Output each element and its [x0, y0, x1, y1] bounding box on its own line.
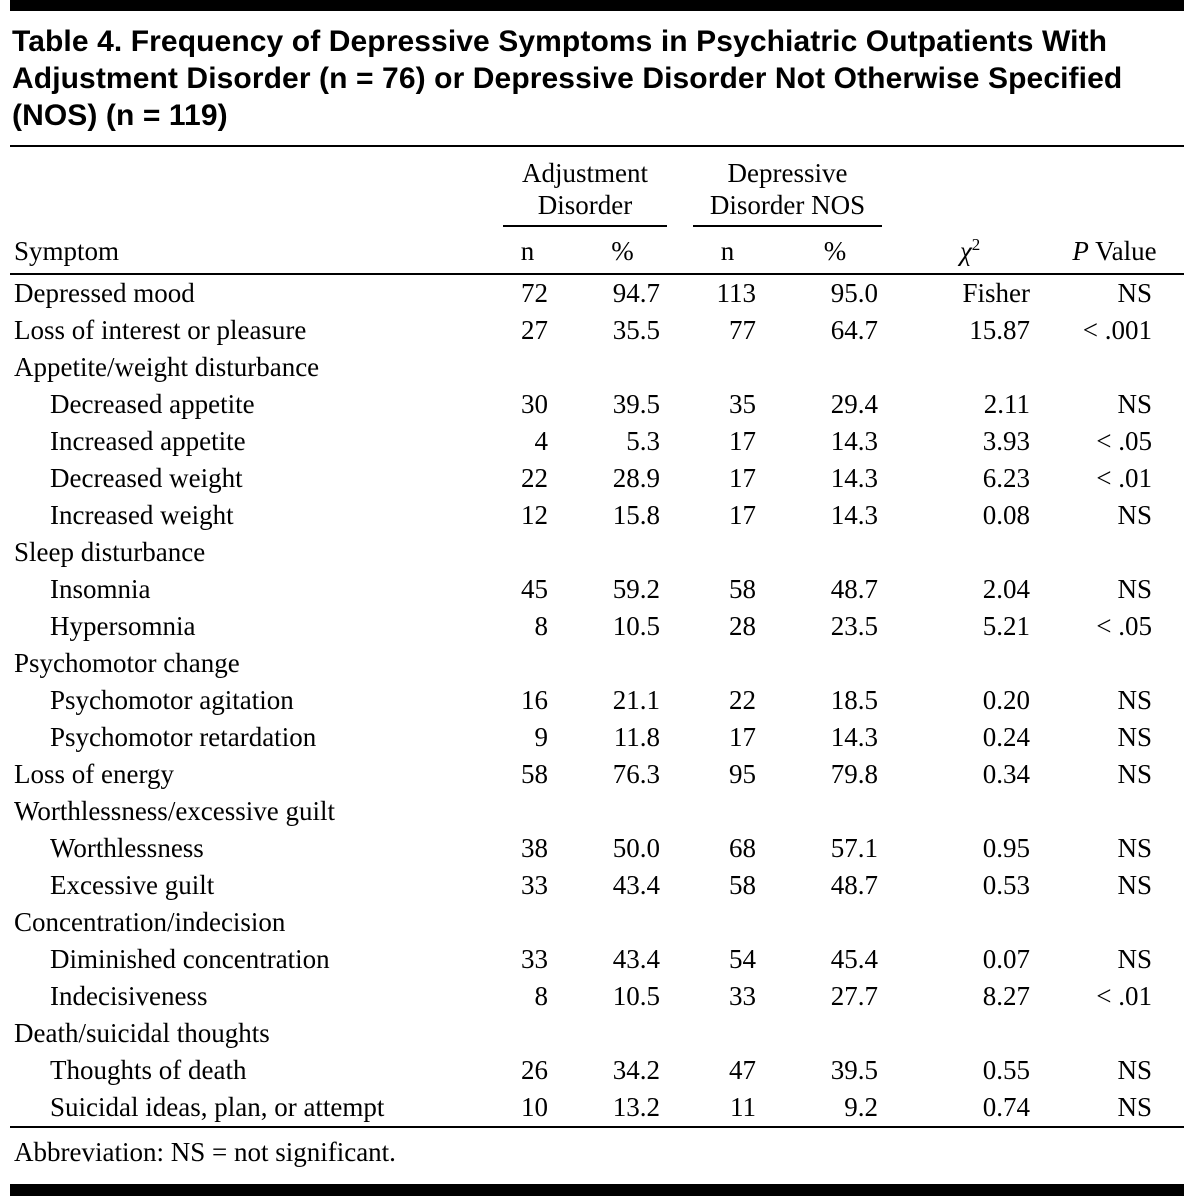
table-row	[10, 460, 1184, 497]
nos-pct-cell: 39.5	[830, 1055, 879, 1085]
p-value-cell: NS	[1117, 759, 1153, 789]
symptom-cell: Hypersomnia	[50, 611, 196, 641]
nos-pct-cell: 57.1	[830, 833, 879, 863]
table-row	[10, 312, 1184, 349]
adjustment-n-cell: 26	[521, 1055, 548, 1085]
nos-pct-cell: 14.3	[830, 722, 879, 752]
chi-square-cell	[895, 904, 1045, 941]
chi-square-cell: 0.53	[982, 870, 1031, 900]
table-title: Table 4. Frequency of Depressive Symptoms in Psychiatric Outpatients With Adjustment Disorder (n = 76) or Depressive Disorder Not Otherwise Specified (NOS) (n = 119)	[12, 25, 1123, 132]
p-value-cell: NS	[1117, 500, 1153, 530]
adjustment-pct-cell	[565, 534, 680, 571]
p-value-cell: NS	[1117, 1092, 1153, 1122]
table-row	[10, 497, 1184, 534]
nos-pct-cell: 18.5	[830, 685, 879, 715]
group-header-adjustment-disorder: Adjustment Disorder	[503, 157, 667, 227]
adjustment-n-cell	[490, 1015, 565, 1052]
adjustment-pct-cell: 21.1	[612, 685, 661, 715]
adjustment-pct-cell: 76.3	[612, 759, 661, 789]
nos-n-cell: 17	[729, 426, 757, 456]
nos-n-cell: 54	[729, 944, 757, 974]
symptom-cell: Concentration/indecision	[14, 907, 286, 937]
chi-square-cell: 0.20	[982, 685, 1031, 715]
nos-n-cell: 11	[730, 1092, 757, 1122]
top-rule	[10, 0, 1184, 11]
nos-n-cell: 17	[729, 722, 757, 752]
symptom-cell: Excessive guilt	[50, 870, 215, 900]
table-row	[10, 1052, 1184, 1089]
column-header-p-value	[1045, 228, 1184, 274]
adjustment-n-cell	[490, 904, 565, 941]
adjustment-n-cell: 30	[521, 389, 548, 419]
adjustment-pct-cell: 43.4	[612, 870, 661, 900]
column-header-row	[10, 228, 1184, 274]
adjustment-pct-cell: 59.2	[612, 574, 661, 604]
nos-pct-cell	[775, 793, 895, 830]
p-value-cell: < .001	[1082, 315, 1153, 345]
adjustment-n-cell: 4	[534, 426, 548, 456]
p-value-cell	[1045, 349, 1184, 386]
symptom-cell: Depressed mood	[14, 278, 195, 308]
p-value-cell	[1045, 793, 1184, 830]
nos-n-cell: 58	[729, 574, 757, 604]
nos-pct-cell: 9.2	[844, 1092, 879, 1122]
column-header-chi-square	[895, 228, 1045, 274]
adjustment-pct-cell: 13.2	[612, 1092, 661, 1122]
p-value-cell: < .05	[1096, 611, 1153, 641]
column-header-symptom: Symptom	[10, 228, 490, 274]
nos-pct-cell: 14.3	[830, 426, 879, 456]
table-body	[10, 274, 1184, 1127]
symptom-cell: Worthlessness/excessive guilt	[14, 796, 336, 826]
symptom-cell: Decreased weight	[50, 463, 243, 493]
group-header-depressive-disorder-nos: Depressive Disorder NOS	[693, 157, 882, 227]
chi-symbol: χ	[959, 236, 972, 266]
nos-n-cell: 47	[729, 1055, 757, 1085]
chi-square-cell	[895, 534, 1045, 571]
p-value-cell: NS	[1117, 685, 1153, 715]
chi-square-cell: 0.74	[982, 1092, 1031, 1122]
adjustment-pct-cell	[565, 1015, 680, 1052]
chi-square-cell	[895, 1015, 1045, 1052]
nos-n-cell: 33	[729, 981, 757, 1011]
adjustment-pct-cell	[565, 645, 680, 682]
symptom-cell: Thoughts of death	[50, 1055, 247, 1085]
column-header-n-nos: n	[680, 228, 775, 274]
adjustment-n-cell	[490, 645, 565, 682]
nos-pct-cell: 14.3	[830, 463, 879, 493]
p-value-cell: NS	[1117, 944, 1153, 974]
adjustment-pct-cell: 39.5	[612, 389, 661, 419]
nos-n-cell: 77	[729, 315, 757, 345]
table-row	[10, 1089, 1184, 1127]
chi-square-cell: 6.23	[982, 463, 1031, 493]
p-value-cell: < .01	[1096, 463, 1153, 493]
symptom-cell: Psychomotor retardation	[50, 722, 317, 752]
chi-superscript: 2	[971, 235, 981, 254]
adjustment-n-cell: 45	[521, 574, 548, 604]
nos-pct-cell: 48.7	[830, 574, 879, 604]
adjustment-n-cell: 33	[521, 944, 548, 974]
p-value-cell: NS	[1117, 1055, 1153, 1085]
adjustment-n-cell: 27	[521, 315, 548, 345]
adjustment-n-cell: 8	[534, 611, 548, 641]
table-row	[10, 534, 1184, 571]
symptom-cell: Psychomotor change	[14, 648, 240, 678]
p-value-cell: NS	[1117, 389, 1153, 419]
adjustment-n-cell: 22	[521, 463, 548, 493]
chi-square-cell: Fisher	[962, 278, 1031, 308]
symptom-cell: Loss of energy	[14, 759, 174, 789]
adjustment-pct-cell: 28.9	[612, 463, 661, 493]
p-value-cell: NS	[1117, 722, 1153, 752]
chi-square-cell: 0.55	[982, 1055, 1031, 1085]
adjustment-n-cell: 58	[521, 759, 548, 789]
table-row	[10, 793, 1184, 830]
table-row	[10, 867, 1184, 904]
adjustment-pct-cell: 43.4	[612, 944, 661, 974]
symptom-cell: Appetite/weight disturbance	[14, 352, 320, 382]
nos-pct-cell: 45.4	[830, 944, 879, 974]
chi-square-cell	[895, 793, 1045, 830]
chi-square-cell: 0.34	[982, 759, 1031, 789]
adjustment-pct-cell	[565, 793, 680, 830]
symptom-cell: Sleep disturbance	[14, 537, 206, 567]
adjustment-pct-cell: 50.0	[612, 833, 661, 863]
chi-square-cell: 2.04	[982, 574, 1031, 604]
p-value-cell: < .05	[1096, 426, 1153, 456]
chi-square-cell: 0.08	[982, 500, 1031, 530]
adjustment-n-cell: 33	[521, 870, 548, 900]
symptom-cell: Worthlessness	[50, 833, 204, 863]
nos-pct-cell: 29.4	[830, 389, 879, 419]
p-value-cell: NS	[1117, 870, 1153, 900]
p-value-cell: < .01	[1096, 981, 1153, 1011]
adjustment-n-cell: 8	[534, 981, 548, 1011]
adjustment-pct-cell: 10.5	[612, 981, 661, 1011]
table-row	[10, 608, 1184, 645]
table-row	[10, 571, 1184, 608]
p-value-word: Value	[1095, 236, 1157, 266]
adjustment-pct-cell: 5.3	[626, 426, 661, 456]
table-row	[10, 830, 1184, 867]
group-header-nos-cell	[680, 147, 895, 228]
p-value-cell	[1045, 1015, 1184, 1052]
nos-pct-cell	[775, 534, 895, 571]
chi-square-cell: 3.93	[982, 426, 1031, 456]
adjustment-n-cell	[490, 793, 565, 830]
column-header-n-adjustment: n	[490, 228, 565, 274]
symptom-cell: Increased weight	[50, 500, 234, 530]
nos-n-cell: 113	[716, 278, 757, 308]
table-row	[10, 941, 1184, 978]
symptom-cell: Suicidal ideas, plan, or attempt	[50, 1092, 385, 1122]
adjustment-n-cell: 16	[521, 685, 548, 715]
p-value-cell	[1045, 534, 1184, 571]
nos-n-cell: 68	[729, 833, 757, 863]
column-header-pct-nos: %	[775, 228, 895, 274]
adjustment-n-cell: 12	[521, 500, 548, 530]
adjustment-pct-cell	[565, 904, 680, 941]
symptom-cell: Insomnia	[50, 574, 151, 604]
chi-square-cell: 5.21	[982, 611, 1031, 641]
nos-pct-cell	[775, 349, 895, 386]
group-header-spacer	[1045, 147, 1184, 228]
nos-pct-cell: 14.3	[830, 500, 879, 530]
group-header-row	[10, 147, 1184, 228]
symptom-cell: Psychomotor agitation	[50, 685, 294, 715]
table-row	[10, 756, 1184, 793]
nos-n-cell	[680, 349, 775, 386]
nos-pct-cell: 64.7	[830, 315, 879, 345]
adjustment-pct-cell: 11.8	[613, 722, 661, 752]
chi-square-cell: 0.95	[982, 833, 1031, 863]
nos-pct-cell	[775, 1015, 895, 1052]
adjustment-pct-cell: 34.2	[612, 1055, 661, 1085]
table-row	[10, 682, 1184, 719]
symptom-cell: Increased appetite	[50, 426, 246, 456]
chi-square-cell: 2.11	[983, 389, 1031, 419]
nos-n-cell	[680, 1015, 775, 1052]
table-row	[10, 719, 1184, 756]
nos-n-cell: 17	[729, 463, 757, 493]
adjustment-pct-cell: 10.5	[612, 611, 661, 641]
group-header-adjustment-cell	[490, 147, 680, 228]
adjustment-pct-cell	[565, 349, 680, 386]
nos-pct-cell: 27.7	[830, 981, 879, 1011]
symptom-cell: Death/suicidal thoughts	[14, 1018, 270, 1048]
symptom-cell: Loss of interest or pleasure	[14, 315, 307, 345]
adjustment-pct-cell: 94.7	[612, 278, 661, 308]
chi-square-cell	[895, 349, 1045, 386]
adjustment-pct-cell: 35.5	[612, 315, 661, 345]
nos-n-cell	[680, 793, 775, 830]
group-header-spacer	[10, 147, 490, 228]
symptoms-table	[10, 147, 1184, 1128]
nos-n-cell: 22	[729, 685, 757, 715]
nos-n-cell	[680, 645, 775, 682]
nos-pct-cell: 23.5	[830, 611, 879, 641]
adjustment-n-cell: 38	[521, 833, 548, 863]
nos-n-cell: 58	[729, 870, 757, 900]
chi-square-cell: 8.27	[982, 981, 1031, 1011]
p-value-cell	[1045, 904, 1184, 941]
p-value-cell	[1045, 645, 1184, 682]
table-row	[10, 978, 1184, 1015]
group-header-spacer	[895, 147, 1045, 228]
p-value-cell: NS	[1117, 833, 1153, 863]
table-row	[10, 349, 1184, 386]
nos-n-cell: 95	[729, 759, 757, 789]
p-value-cell: NS	[1117, 278, 1153, 308]
nos-n-cell: 28	[729, 611, 757, 641]
nos-n-cell: 17	[729, 500, 757, 530]
nos-n-cell: 35	[729, 389, 757, 419]
adjustment-n-cell: 9	[534, 722, 548, 752]
symptom-cell: Decreased appetite	[50, 389, 255, 419]
p-value-cell: NS	[1117, 574, 1153, 604]
table-footnote: Abbreviation: NS = not significant.	[14, 1137, 396, 1167]
nos-pct-cell: 79.8	[830, 759, 879, 789]
table-row	[10, 645, 1184, 682]
table-row	[10, 1015, 1184, 1052]
p-symbol: P	[1072, 236, 1089, 266]
symptom-cell: Indecisiveness	[50, 981, 208, 1011]
symptom-cell: Diminished concentration	[50, 944, 330, 974]
chi-square-cell: 0.07	[982, 944, 1031, 974]
nos-pct-cell	[775, 645, 895, 682]
nos-pct-cell	[775, 904, 895, 941]
nos-n-cell	[680, 534, 775, 571]
chi-square-cell: 0.24	[982, 722, 1031, 752]
table-row	[10, 386, 1184, 423]
table-row	[10, 423, 1184, 460]
adjustment-n-cell: 10	[521, 1092, 548, 1122]
adjustment-n-cell	[490, 349, 565, 386]
bottom-rule	[10, 1184, 1184, 1196]
nos-pct-cell: 48.7	[830, 870, 879, 900]
nos-pct-cell: 95.0	[830, 278, 879, 308]
chi-square-cell	[895, 645, 1045, 682]
adjustment-n-cell: 72	[521, 278, 548, 308]
table-row	[10, 904, 1184, 941]
chi-square-cell: 15.87	[969, 315, 1031, 345]
table-row	[10, 274, 1184, 312]
column-header-pct-adjustment: %	[565, 228, 680, 274]
adjustment-pct-cell: 15.8	[612, 500, 661, 530]
adjustment-n-cell	[490, 534, 565, 571]
nos-n-cell	[680, 904, 775, 941]
